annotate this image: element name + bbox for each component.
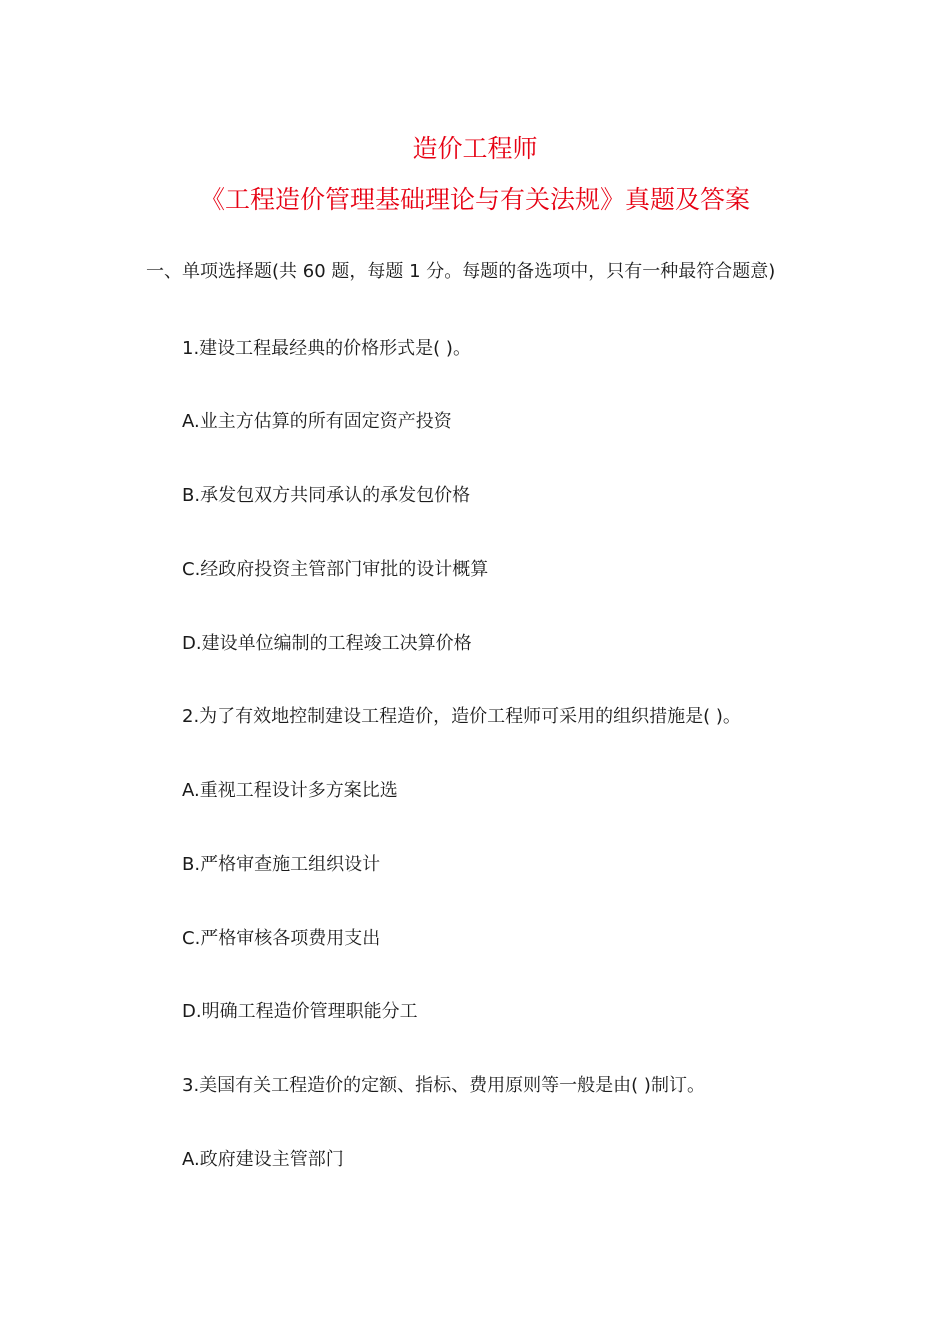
section-heading: 一、单项选择题(共 60 题，每题 1 分。每题的备选项中，只有一种最符合题意) <box>146 261 776 282</box>
question-2-option-a: A.重视工程设计多方案比选 <box>182 780 398 801</box>
document-title-line-2: 《工程造价管理基础理论与有关法规》真题及答案 <box>199 185 750 214</box>
question-2-option-d: D.明确工程造价管理职能分工 <box>182 1001 418 1022</box>
question-2-stem: 2.为了有效地控制建设工程造价，造价工程师可采用的组织措施是( )。 <box>182 706 741 727</box>
question-1-stem: 1.建设工程最经典的价格形式是( )。 <box>182 338 471 359</box>
question-1-option-a: A.业主方估算的所有固定资产投资 <box>182 411 452 432</box>
document-title-line-1: 造价工程师 <box>412 134 538 163</box>
question-2-option-b: B.严格审查施工组织设计 <box>182 854 381 875</box>
question-1-option-b: B.承发包双方共同承认的承发包价格 <box>182 485 471 506</box>
question-3-stem: 3.美国有关工程造价的定额、指标、费用原则等一般是由( )制订。 <box>182 1075 705 1096</box>
question-1-option-d: D.建设单位编制的工程竣工决算价格 <box>182 633 472 654</box>
question-3-option-a: A.政府建设主管部门 <box>182 1149 344 1170</box>
question-2-option-c: C.严格审核各项费用支出 <box>182 928 381 949</box>
question-1-option-c: C.经政府投资主管部门审批的设计概算 <box>182 559 489 580</box>
